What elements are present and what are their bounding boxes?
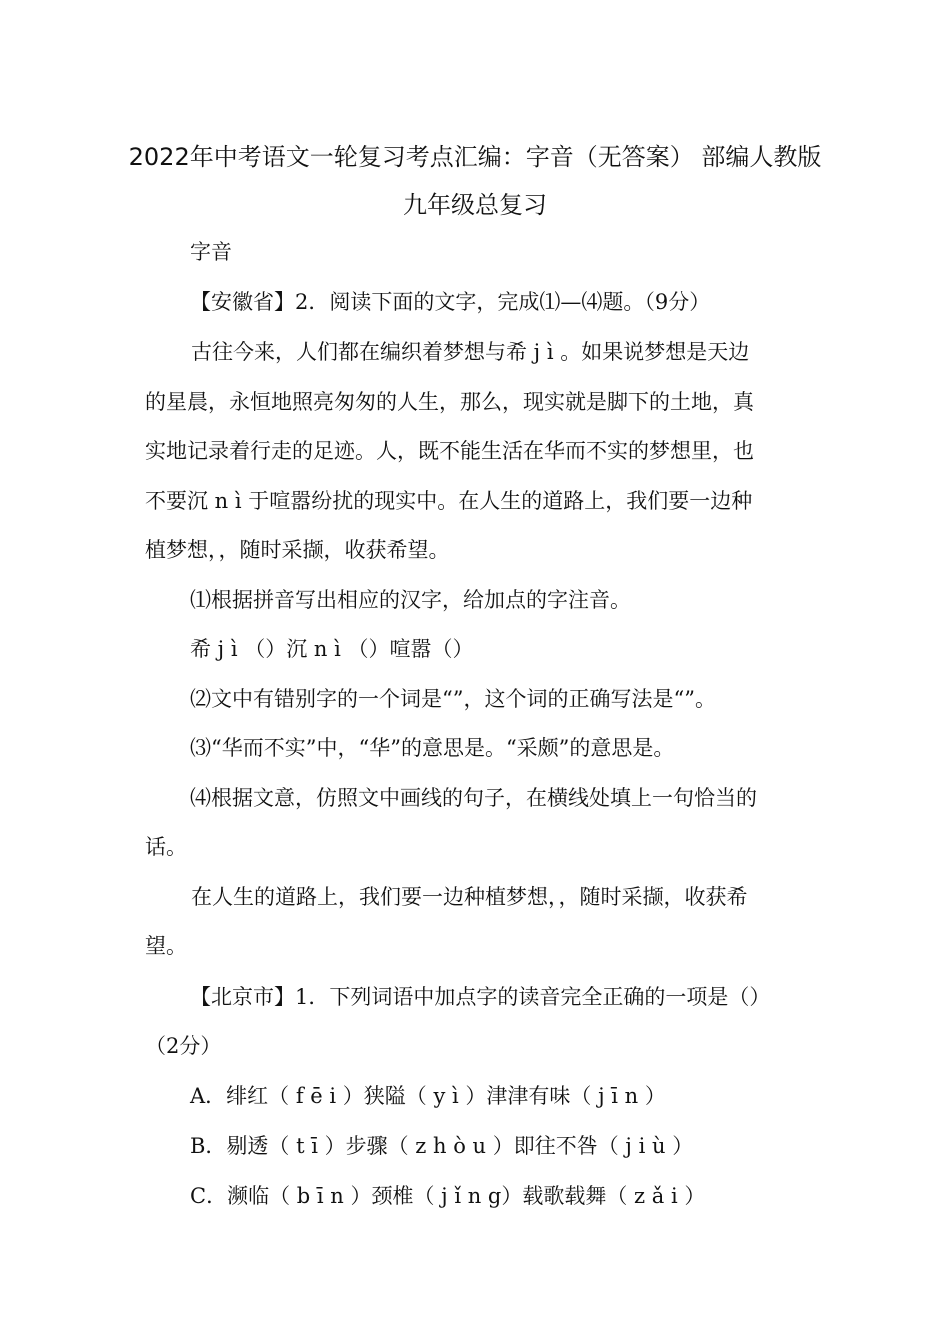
answer-template-line-1: 在人生的道路上，我们要一边种植梦想，，随时采撷，收获希 [191,885,748,909]
passage-line-5: 植梦想，，随时采撷，收获希望。 [145,538,450,562]
option-a: A．绯红（ f ē i ）狭隘（ y ì ）津津有味（ j ī n ） [190,1084,666,1108]
beijing-question-score: （2分） [145,1034,222,1058]
question-3: ⑶“华而不实”中，“华”的意思是。“采颇”的意思是。 [190,736,675,760]
anhui-question-source: 【安徽省】2．阅读下面的文字，完成⑴—⑷题。（9分） [190,290,711,314]
answer-template-line-2: 望。 [145,934,187,958]
beijing-question-source: 【北京市】1．下列词语中加点字的读音完全正确的一项是（） [190,985,771,1009]
passage-line-1: 古往今来，人们都在编织着梦想与希 j ì 。如果说梦想是天边 [191,340,750,364]
question-4-line-1: ⑷根据文意，仿照文中画线的句子，在横线处填上一句恰当的 [190,786,757,810]
passage-line-4: 不要沉 n ì 于喧嚣纷扰的现实中。在人生的道路上，我们要一边种 [145,489,753,513]
question-1: ⑴根据拼音写出相应的汉字，给加点的字注音。 [190,588,631,612]
document-title-line-1: 2022年中考语文一轮复习考点汇编：字音（无答案） 部编人教版 [128,143,822,171]
question-2: ⑵文中有错别字的一个词是“”，这个词的正确写法是“”。 [190,687,716,711]
option-b: B．剔透（ t ī ）步骤（ z h ò u ）即往不咎（ j i ù ） [190,1134,694,1158]
passage-line-2: 的星晨，永恒地照亮匆匆的人生，那么，现实就是脚下的土地，真 [145,390,754,414]
question-1-items: 希 j ì （）沉 n ì （）喧嚣（） [190,637,474,661]
passage-line-3: 实地记录着行走的足迹。人，既不能生活在华而不实的梦想里，也 [145,439,754,463]
section-label: 字音 [190,240,232,264]
option-c: C．濒临（ b ī n ）颈椎（ j ǐ n g）载歌载舞（ z ǎ i ） [190,1184,706,1208]
question-4-line-2: 话。 [145,835,187,859]
document-title-line-2: 九年级总复习 [403,191,547,219]
